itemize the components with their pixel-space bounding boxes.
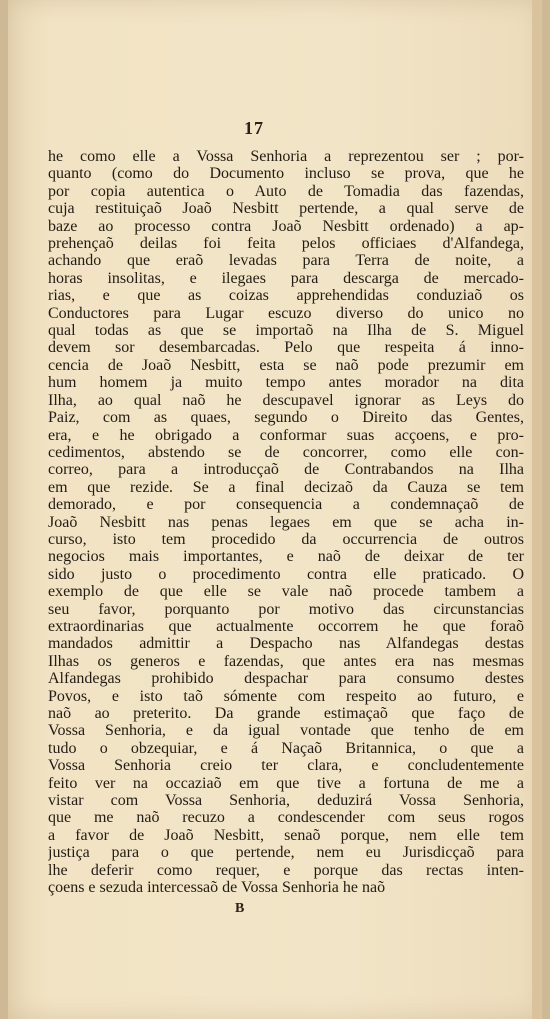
- text-line: por copia autentica o Auto de Tomadia das fazendas,: [48, 182, 524, 200]
- text-line: Ilhas os generos e fazendas, que antes era nas mesmas: [48, 652, 524, 670]
- text-line: hum homem ja muito tempo antes morador na dita: [48, 374, 524, 392]
- text-line: vistar com Vossa Senhoria, deduzirá Vossa Senhoria,: [48, 792, 524, 810]
- text-line: quanto (como do Documento incluso se prova, que he: [48, 165, 524, 183]
- text-line: Vossa Senhoria, e da igual vontade que tenho de em: [48, 722, 524, 740]
- text-line: Ilha, ao qual naõ he descupavel ignorar as Leys do: [48, 391, 524, 409]
- text-line: Joaõ Nesbitt nas penas legaes em que se acha in-: [48, 513, 524, 531]
- text-line: rias, e que as coizas apprehendidas conduziaõ os: [48, 287, 524, 305]
- text-line: Vossa Senhoria creio ter clara, e concludentemente: [48, 757, 524, 775]
- text-line: he como elle a Vossa Senhoria a reprezentou ser ; por-: [48, 148, 524, 165]
- text-line: que me naõ recuzo a condescender com seus rogos: [48, 809, 524, 827]
- text-line: curso, isto tem procedido da occurrencia de outros: [48, 530, 524, 548]
- text-line: demorado, e por consequencia a condemnaçaõ de: [48, 496, 524, 514]
- text-line: lhe deferir como requer, e porque das rectas inten-: [48, 861, 524, 879]
- text-line: correo, para a introducçaõ de Contrabandos na Ilha: [48, 461, 524, 479]
- text-line: era, e he obrigado a conformar suas acçoens, e pro-: [48, 426, 524, 444]
- text-line: horas insolitas, e ilegaes para descarga de mercado-: [48, 269, 524, 287]
- text-line: extraordinarias que actualmente occorrem he que foraõ: [48, 617, 524, 635]
- page-edge: [532, 0, 542, 1019]
- text-line: feito ver na occaziaõ em que tive a fortuna de me a: [48, 774, 524, 792]
- text-line: cencia de Joaõ Nesbitt, esta se naõ pode prezumir em: [48, 356, 524, 374]
- body-text: [48, 148, 524, 896]
- text-line: negocios mais importantes, e naõ de deixar de ter: [48, 548, 524, 566]
- text-line: achando que eraõ levadas para Terra de noite, a: [48, 252, 524, 270]
- text-line: çoens e sezuda intercessaõ de Vossa Senhoria he naõ: [48, 879, 386, 897]
- text-line: em que rezide. Se a final decizaõ da Cauza se tem: [48, 478, 524, 496]
- text-line: prehençaõ deilas foi feita pelos officiaes d'Alfandega,: [48, 235, 524, 253]
- page-number: 17: [244, 118, 264, 138]
- text-line: cuja restituiçaõ Joaõ Nesbitt pertende, a qual serve de: [48, 200, 524, 218]
- text-line: Paiz, com as quaes, segundo o Direito das Gentes,: [48, 409, 524, 427]
- text-line: exemplo de que elle se vale naõ procede tambem a: [48, 583, 524, 601]
- book-page: [8, 0, 542, 1019]
- text-line: baze ao processo contra Joaõ Nesbitt ordenado) a ap-: [48, 217, 524, 235]
- text-line: naõ ao preterito. Da grande estimaçaõ que faço de: [48, 705, 524, 722]
- text-line: mandados admittir a Despacho nas Alfandegas destas: [48, 635, 524, 653]
- text-line: Alfandegas prohibido despachar para consumo destes: [48, 670, 524, 688]
- text-line: qual todas as que se importaõ na Ilha de S. Miguel: [48, 322, 524, 340]
- text-line: justiça para o que pertende, nem eu Jurisdicçaõ para: [48, 844, 524, 862]
- text-line: a favor de Joaõ Nesbitt, senaõ porque, nem elle tem: [48, 826, 524, 844]
- text-line: cedimentos, abstendo se de concorrer, como elle con-: [48, 443, 524, 461]
- text-line: devem sor desembarcadas. Pelo que respeita á inno-: [48, 339, 524, 357]
- text-line: Conductores para Lugar escuzo diverso do unico no: [48, 304, 524, 322]
- text-line: sido justo o procedimento contra elle praticado. O: [48, 565, 524, 583]
- signature-mark: B: [235, 901, 245, 916]
- text-line: tudo o obzequiar, e á Naçaõ Britannica, o que a: [48, 739, 524, 757]
- text-line: Povos, e isto taõ sómente com respeito ao futuro, e: [48, 687, 524, 705]
- text-line: seu favor, porquanto por motivo das circunstancias: [48, 600, 524, 618]
